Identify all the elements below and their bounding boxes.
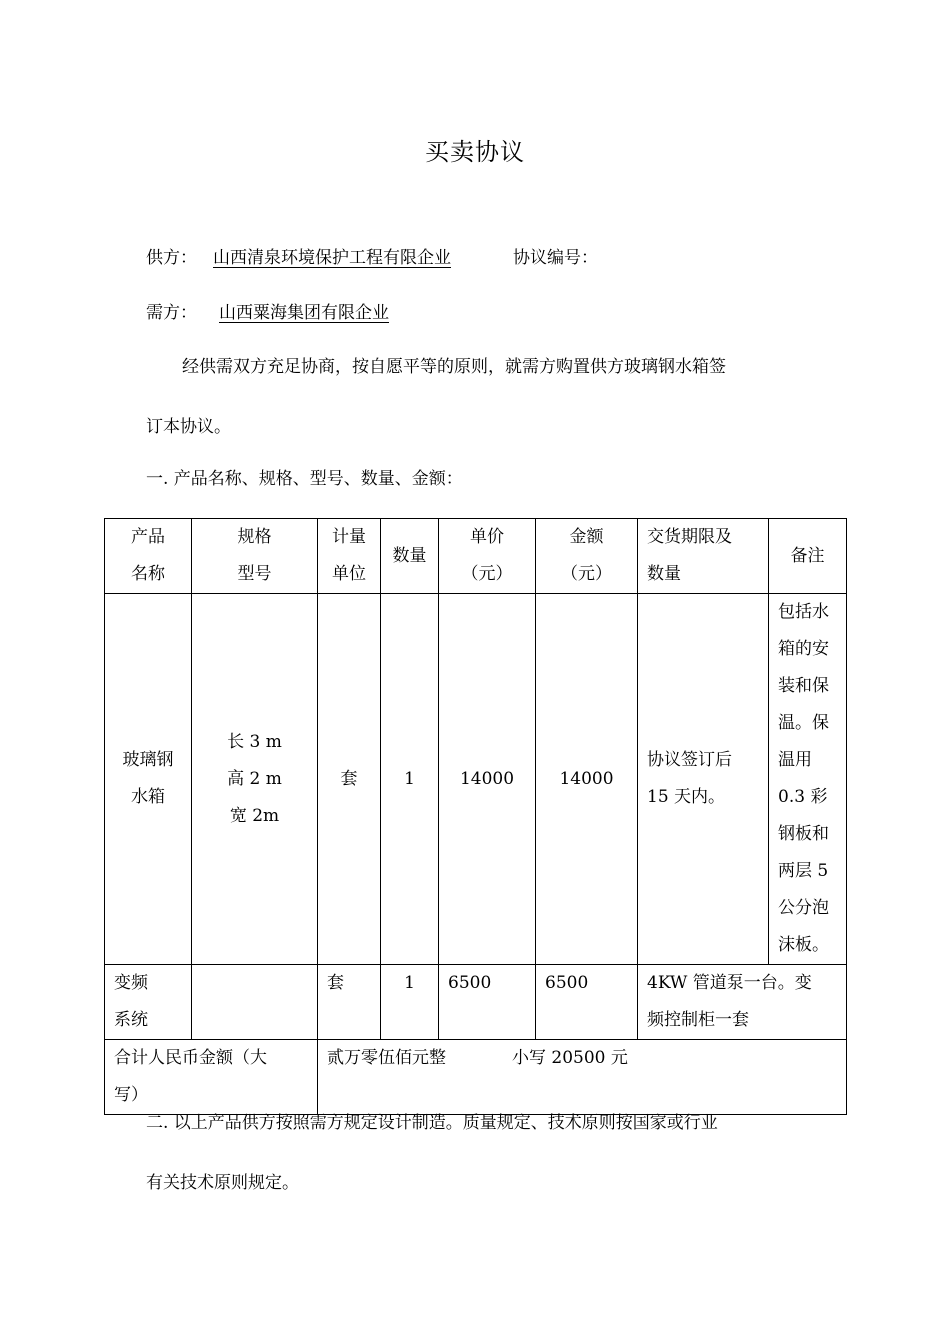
buyer-name-underlined bbox=[197, 303, 407, 323]
row1-amount: 14000 bbox=[536, 594, 638, 965]
intro-paragraph-line-1: 经供需双方充足协商，按自愿平等的原则，就需方购置供方玻璃钢水箱签 bbox=[182, 357, 726, 377]
products-table bbox=[104, 518, 847, 1115]
row1-spec: 长 3 m 高 2 m 宽 2m bbox=[192, 594, 318, 965]
total-label: 合计人民币金额（大 写） bbox=[105, 1040, 318, 1115]
intro-paragraph-line-2: 订本协议。 bbox=[146, 417, 231, 437]
supplier-line bbox=[146, 246, 598, 270]
buyer-line bbox=[146, 301, 407, 325]
supplier-name-underlined bbox=[197, 248, 455, 268]
row2-amount: 6500 bbox=[536, 965, 638, 1040]
table-header-row bbox=[105, 519, 847, 594]
header-product-name: 产品 名称 bbox=[105, 519, 192, 594]
row2-delivery: 4KW 管道泵一台。变 频控制柜一套 bbox=[638, 965, 847, 1040]
total-amounts bbox=[318, 1040, 847, 1115]
row2-spec-empty bbox=[192, 965, 318, 1040]
row2-product-name: 变频 系统 bbox=[105, 965, 192, 1040]
header-delivery: 交货期限及 数量 bbox=[638, 519, 769, 594]
header-remark: 备注 bbox=[769, 519, 847, 594]
total-uppercase: 贰万零伍佰元整 bbox=[327, 1048, 446, 1068]
row1-product-name: 玻璃钢 水箱 bbox=[105, 594, 192, 965]
supplier-name: 山西清泉环境保护工程有限企业 bbox=[213, 248, 451, 268]
header-unit: 计量 单位 bbox=[318, 519, 381, 594]
buyer-name: 山西粟海集团有限企业 bbox=[219, 303, 389, 323]
header-quantity: 数量 bbox=[381, 519, 439, 594]
section-2-line-2: 有关技术原则规定。 bbox=[146, 1173, 299, 1193]
row1-quantity: 1 bbox=[381, 594, 439, 965]
buyer-label: 需方： bbox=[146, 303, 197, 323]
row2-unit-price: 6500 bbox=[439, 965, 536, 1040]
table-total-row bbox=[105, 1040, 847, 1115]
total-lowercase: 小写 20500 元 bbox=[512, 1048, 628, 1068]
header-amount: 金额 （元） bbox=[536, 519, 638, 594]
header-unit-price: 单价 （元） bbox=[439, 519, 536, 594]
document-title: 买卖协议 bbox=[425, 138, 525, 166]
row2-unit: 套 bbox=[318, 965, 381, 1040]
section-2-line-1: 二. 以上产品供方按照需方规定设计制造。质量规定、技术原则按国家或行业 bbox=[146, 1113, 718, 1133]
agreement-number-label: 协议编号： bbox=[513, 248, 598, 268]
row1-unit: 套 bbox=[318, 594, 381, 965]
row1-unit-price: 14000 bbox=[439, 594, 536, 965]
row1-remark: 包括水 箱的安 装和保 温。保 温用 0.3 彩 钢板和 两层 5 公分泡 沫板。 bbox=[769, 594, 847, 965]
row2-quantity: 1 bbox=[381, 965, 439, 1040]
supplier-label: 供方： bbox=[146, 248, 197, 268]
row1-delivery: 协议签订后 15 天内。 bbox=[638, 594, 769, 965]
table-row bbox=[105, 965, 847, 1040]
section-1-heading: 一. 产品名称、规格、型号、数量、金额： bbox=[146, 469, 463, 489]
header-spec-model: 规格 型号 bbox=[192, 519, 318, 594]
table-row bbox=[105, 594, 847, 965]
